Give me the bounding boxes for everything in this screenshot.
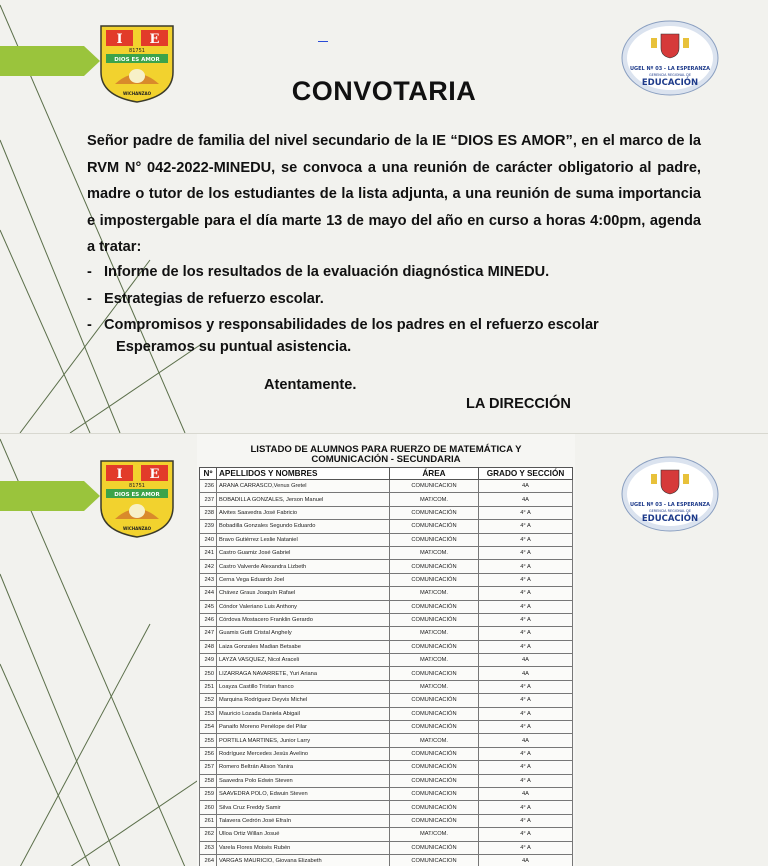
row-number: 250 <box>200 667 217 680</box>
student-grade: 4° A <box>479 814 573 827</box>
crest-school-name: DIOS ES AMOR <box>114 57 160 63</box>
student-name: Mauricio Lozada Daniela Abigail <box>217 707 390 720</box>
row-number: 264 <box>200 854 217 866</box>
student-name: SAAVEDRA POLO, Edwuin Steven <box>217 787 390 800</box>
signature: LA DIRECCIÓN <box>466 396 571 412</box>
student-name: Silva Cruz Freddy Samir <box>217 801 390 814</box>
student-grade: 4A <box>479 854 573 866</box>
table-row <box>200 854 573 866</box>
ugel-line1: UGEL Nº 03 - LA ESPERANZA <box>629 66 711 72</box>
green-arrow-banner <box>0 46 100 76</box>
row-number: 256 <box>200 747 217 760</box>
student-area: MAT/COM. <box>390 587 479 600</box>
student-area: COMUNICACIÓN <box>390 841 479 854</box>
row-number: 236 <box>200 480 217 493</box>
ugel-line1: UGEL Nº 03 - LA ESPERANZA <box>629 502 711 508</box>
table-row <box>200 600 573 613</box>
agenda-item: - Estrategias de refuerzo escolar. <box>87 290 324 307</box>
table-row <box>200 654 573 667</box>
student-area: COMUNICACIÓN <box>390 640 479 653</box>
page-title: CONVOTARIA <box>291 76 477 106</box>
student-grade: 4° A <box>479 533 573 546</box>
student-area: COMUNICACIÓN <box>390 747 479 760</box>
student-area: COMUNICACIÓN <box>390 520 479 533</box>
student-grade: 4A <box>479 654 573 667</box>
crest-letter-e: E <box>149 32 160 47</box>
row-number: 251 <box>200 680 217 693</box>
row-number: 248 <box>200 640 217 653</box>
student-name: Marquina Rodríguez Deyvis Michel <box>217 694 390 707</box>
table-row <box>200 694 573 707</box>
row-number: 249 <box>200 654 217 667</box>
row-number: 263 <box>200 841 217 854</box>
agenda-item: - Informe de los resultados de la evaluación diagnóstica MINEDU. <box>87 264 550 280</box>
student-grade: 4A <box>479 493 573 506</box>
student-area: COMUNICACIÓN <box>390 533 479 546</box>
table-row <box>200 573 573 586</box>
student-area: COMUNICACIÓN <box>390 613 479 626</box>
table-header-row <box>200 468 573 480</box>
student-table <box>199 467 573 866</box>
student-name: Córdova Mostacero Franklin Gerardo <box>217 613 390 626</box>
student-name: Cóndor Valeriano Luis Anthony <box>217 600 390 613</box>
table-row <box>200 533 573 546</box>
crest-town: WICHANZAO <box>122 91 152 96</box>
student-grade: 4A <box>479 480 573 493</box>
table-row <box>200 841 573 854</box>
crest-letter-i: I <box>116 467 123 482</box>
row-number: 259 <box>200 787 217 800</box>
table-row <box>200 520 573 533</box>
student-area: COMUNICACIÓN <box>390 721 479 734</box>
student-grade: 4° A <box>479 600 573 613</box>
table-row <box>200 493 573 506</box>
student-area: MAT/COM. <box>390 627 479 640</box>
table-row <box>200 560 573 573</box>
student-area: COMUNICACIÓN <box>390 573 479 586</box>
student-name: Loayza Castillo Tristan franco <box>217 680 390 693</box>
student-area: MAT/COM. <box>390 654 479 667</box>
student-area: COMUNICACION <box>390 854 479 866</box>
student-area: COMUNICACIÓN <box>390 761 479 774</box>
student-rows <box>200 480 573 866</box>
student-area: COMUNICACIÓN <box>390 600 479 613</box>
student-grade: 4° A <box>479 560 573 573</box>
student-name: Chávez Graus Joaquín Rafael <box>217 587 390 600</box>
student-area: COMUNICACIÓN <box>390 707 479 720</box>
student-area: COMUNICACION <box>390 787 479 800</box>
row-number: 237 <box>200 493 217 506</box>
table-row <box>200 828 573 841</box>
student-name: Saavedra Polo Edwin Steven <box>217 774 390 787</box>
header-area: ÁREA <box>390 468 479 480</box>
table-row <box>200 506 573 519</box>
blue-mark <box>318 41 328 42</box>
row-number: 262 <box>200 828 217 841</box>
table-row <box>200 613 573 626</box>
table-row <box>200 640 573 653</box>
student-name: Alvites Saavedra José Fabricio <box>217 506 390 519</box>
row-number: 257 <box>200 761 217 774</box>
student-name: PORTILLA MARTINES, Junior Larry <box>217 734 390 747</box>
row-number: 238 <box>200 506 217 519</box>
student-grade: 4° A <box>479 546 573 559</box>
crest-letter-e: E <box>149 467 160 482</box>
crest-letter-i: I <box>116 32 123 47</box>
table-row <box>200 627 573 640</box>
row-number: 239 <box>200 520 217 533</box>
student-area: COMUNICACION <box>390 480 479 493</box>
list-title: LISTADO DE ALUMNOS PARA RUERZO DE MATEMÁTICA Y COMUNICACIÓN - SECUNDARIA <box>250 444 522 465</box>
student-grade: 4° A <box>479 774 573 787</box>
student-grade: 4° A <box>479 707 573 720</box>
row-number: 254 <box>200 721 217 734</box>
closing-line: Esperamos su puntual asistencia. <box>116 339 352 355</box>
student-grade: 4° A <box>479 520 573 533</box>
student-grade: 4° A <box>479 841 573 854</box>
student-name: Castro Valverde Alexandra Lizbeth <box>217 560 390 573</box>
crest-code: 81751 <box>129 483 145 489</box>
row-number: 258 <box>200 774 217 787</box>
student-area: MAT/COM. <box>390 734 479 747</box>
student-grade: 4° A <box>479 828 573 841</box>
student-area: COMUNICACIÓN <box>390 801 479 814</box>
student-grade: 4° A <box>479 640 573 653</box>
student-grade: 4° A <box>479 721 573 734</box>
student-name: BOBADILLA GONZALES, Jerson Manuel <box>217 493 390 506</box>
student-list-panel <box>197 434 575 866</box>
row-number: 252 <box>200 694 217 707</box>
table-row <box>200 774 573 787</box>
row-number: 245 <box>200 600 217 613</box>
row-number: 241 <box>200 546 217 559</box>
student-grade: 4° A <box>479 747 573 760</box>
table-row <box>200 734 573 747</box>
student-grade: 4A <box>479 787 573 800</box>
row-number: 253 <box>200 707 217 720</box>
student-name: Talavera Cedrón José Efraín <box>217 814 390 827</box>
student-name: Laiza Gonzales Madian Betsabe <box>217 640 390 653</box>
row-number: 260 <box>200 801 217 814</box>
student-name: Guamis Gutti Cristal Anghely <box>217 627 390 640</box>
table-row <box>200 680 573 693</box>
ugel-line2: GERENCIA REGIONAL DE <box>649 73 691 77</box>
table-row <box>200 787 573 800</box>
row-number: 255 <box>200 734 217 747</box>
student-grade: 4° A <box>479 573 573 586</box>
row-number: 261 <box>200 814 217 827</box>
student-area: MAT/COM. <box>390 493 479 506</box>
student-name: Ulloa Ortiz Willan Josué <box>217 828 390 841</box>
student-name: ARANA CARRASCO,Venus Gretel <box>217 480 390 493</box>
header-grade: GRADO Y SECCIÓN <box>479 468 573 480</box>
student-grade: 4° A <box>479 680 573 693</box>
table-row <box>200 667 573 680</box>
student-name: Romero Beltrán Alison Yanira <box>217 761 390 774</box>
student-name: LAYZA VASQUEZ, Nicol Araceli <box>217 654 390 667</box>
student-name: Panaifo Moreno Penélope del Pilar <box>217 721 390 734</box>
ugel-line3: EDUCACIÓN <box>641 78 699 88</box>
row-number: 246 <box>200 613 217 626</box>
student-area: COMUNICACIÓN <box>390 560 479 573</box>
ugel-line2: GERENCIA REGIONAL DE <box>649 509 691 513</box>
student-grade: 4A <box>479 667 573 680</box>
header-name: APELLIDOS Y NOMBRES <box>217 468 390 480</box>
ugel-logo <box>621 456 719 532</box>
agenda-list <box>87 259 727 339</box>
table-row <box>200 801 573 814</box>
student-name: Rodríguez Mercedes Jesús Avelino <box>217 747 390 760</box>
table-row <box>200 761 573 774</box>
row-number: 240 <box>200 533 217 546</box>
student-grade: 4° A <box>479 761 573 774</box>
student-area: MAT/COM. <box>390 680 479 693</box>
student-name: VARGAS MAURICIO, Giovana Elizabeth <box>217 854 390 866</box>
student-grade: 4° A <box>479 506 573 519</box>
row-number: 244 <box>200 587 217 600</box>
table-row <box>200 747 573 760</box>
header-num: Nº <box>200 468 217 480</box>
student-grade: 4° A <box>479 694 573 707</box>
student-area: COMUNICACIÓN <box>390 774 479 787</box>
student-name: Castro Guamiz José Gabriel <box>217 546 390 559</box>
row-number: 243 <box>200 573 217 586</box>
table-row <box>200 480 573 493</box>
student-area: MAT/COM. <box>390 546 479 559</box>
crest-school-name: DIOS ES AMOR <box>114 492 160 498</box>
green-arrow-banner <box>0 481 100 511</box>
crest-town: WICHANZAO <box>122 526 152 531</box>
student-name: Bobadilla Gonzales Segundo Eduardo <box>217 520 390 533</box>
table-row <box>200 721 573 734</box>
student-grade: 4° A <box>479 613 573 626</box>
student-grade: 4° A <box>479 627 573 640</box>
student-area: COMUNICACIÓN <box>390 506 479 519</box>
student-area: COMUNICACION <box>390 667 479 680</box>
table-row <box>200 546 573 559</box>
student-grade: 4° A <box>479 587 573 600</box>
student-list-slide <box>0 433 768 866</box>
sign-off: Atentamente. <box>264 377 357 393</box>
row-number: 247 <box>200 627 217 640</box>
ugel-line3: EDUCACIÓN <box>641 514 699 524</box>
agenda-item: - Compromisos y responsabilidades de los padres en el refuerzo escolar <box>87 317 599 333</box>
student-name: Bravo Gutiérrez Leslie Nataniel <box>217 533 390 546</box>
student-area: COMUNICACIÓN <box>390 814 479 827</box>
student-area: MAT/COM. <box>390 828 479 841</box>
letter-paragraph: Señor padre de familia del nivel secundario de la IE “DIOS ES AMOR”, en el marco de la RVM N° 042-2022-MINEDU, se convoca a una reunión de carácter obligatorio al padre, madre o tutor de los estudiantes de la lista adjunta, a una reunión de suma importancia e impostergable para el día marte 13 de mayo del año en curso a horas 4:00pm, agenda a tratar: <box>87 133 701 255</box>
row-number: 242 <box>200 560 217 573</box>
student-name: LIZARRAGA NAVARRETE, Yuri Ariana <box>217 667 390 680</box>
student-grade: 4A <box>479 734 573 747</box>
table-row <box>200 707 573 720</box>
table-row <box>200 814 573 827</box>
table-row <box>200 587 573 600</box>
crest-code: 81751 <box>129 48 145 54</box>
student-name: Varela Flores Moisés Rubén <box>217 841 390 854</box>
student-grade: 4° A <box>479 801 573 814</box>
school-crest-logo <box>97 459 177 539</box>
student-name: Cerna Vega Eduardo Joel <box>217 573 390 586</box>
student-area: COMUNICACIÓN <box>390 694 479 707</box>
